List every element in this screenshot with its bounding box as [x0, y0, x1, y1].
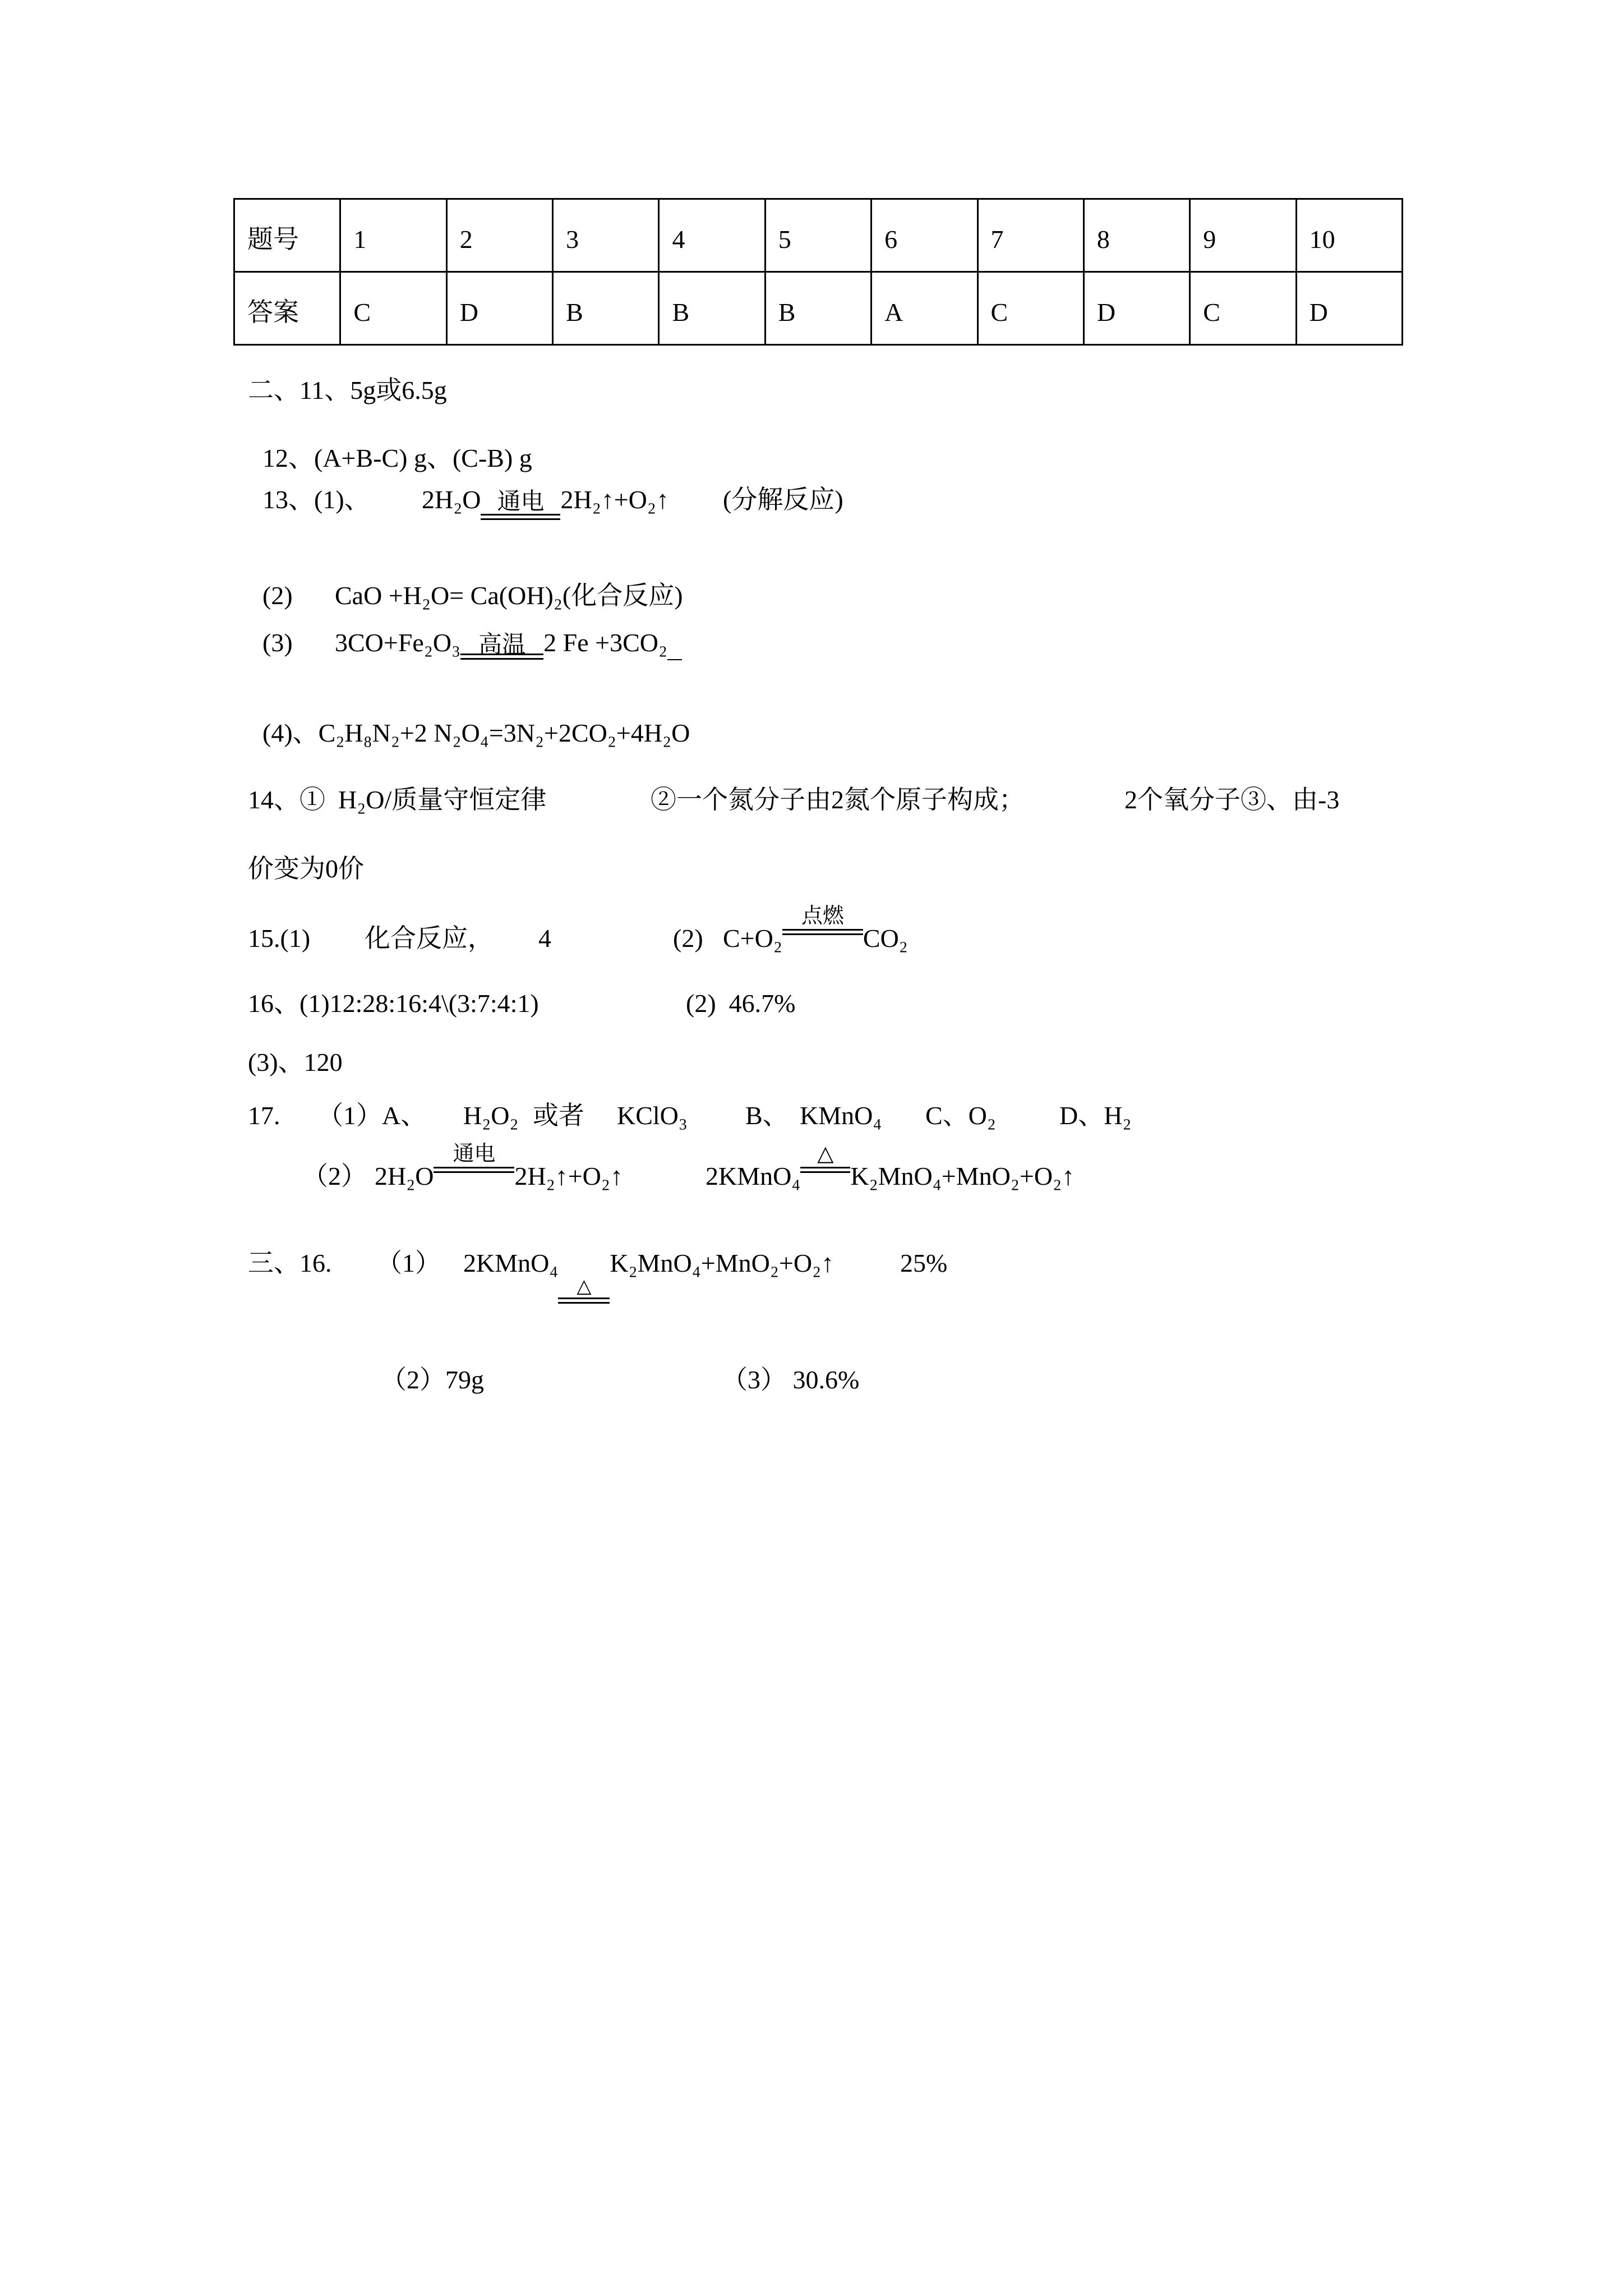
answer-q15-reaction-type: 化合反应，: [365, 924, 494, 953]
equation-products: 2H₂↑+O₂↑: [514, 1162, 623, 1190]
answer-cell: C: [978, 272, 1083, 345]
table-row-answers: [234, 272, 1403, 345]
answer-cell: A: [872, 272, 978, 345]
reaction-equals-sign: [460, 654, 543, 660]
answer-q14-part1: 14、① H₂O/质量守恒定律: [248, 785, 547, 814]
answer-q15-value: 4: [538, 924, 551, 953]
answer-q17-2-label: （2）: [302, 1162, 367, 1190]
question-number-cell: 10: [1296, 199, 1402, 272]
reaction-condition-label: 通电: [497, 489, 545, 515]
answer-cell: B: [553, 272, 659, 345]
answer-q14-part3-cont: 价变为0价: [248, 854, 364, 883]
reaction-type: (分解反应): [723, 485, 843, 514]
equation-permanganate-decomposition: [706, 1142, 1075, 1190]
answer-cell: D: [1296, 272, 1402, 345]
answer-part3-q16-line: [0, 1249, 1623, 1297]
reaction-equals-sign: [558, 1297, 610, 1304]
answer-cell: B: [659, 272, 765, 345]
reaction-condition-label: 高温: [478, 632, 526, 658]
equation-reactants: 2H₂O: [422, 485, 481, 514]
answer-cell: B: [765, 272, 871, 345]
answer-part3-q16-1-label: （1）: [376, 1249, 441, 1277]
answer-cell: C: [1190, 272, 1296, 345]
answer-q16-part2: (2) 46.7%: [686, 989, 796, 1018]
answer-q11-line: [0, 378, 1623, 403]
answer-q14-cont-line: [0, 856, 1623, 882]
question-number-cell: 2: [446, 199, 552, 272]
answer-underline: [667, 630, 682, 660]
answer-q13-2-label: (2): [262, 581, 293, 610]
answer-q13-1-line: [0, 487, 1623, 513]
answer-q16-part3-line: [0, 1050, 1623, 1075]
table-header-answer: 答案: [234, 272, 340, 345]
equation-rocket-fuel: (4)、C₂H₈N₂+2 N₂O₄=3N₂+2CO₂+4H₂O: [262, 719, 690, 747]
reaction-condition-label: 点燃: [801, 904, 844, 928]
equation-products: K₂MnO₄+MnO₂+O₂↑: [610, 1249, 834, 1277]
reaction-equals-sign: [481, 514, 560, 520]
answer-cell: D: [1083, 272, 1189, 345]
equation-reactants: 2KMnO₄: [463, 1249, 559, 1277]
table-row-question-numbers: [234, 199, 1403, 272]
answer-cell: D: [446, 272, 552, 345]
answer-q17-1-label: （1）A、: [317, 1101, 427, 1130]
reaction-equals-sign: [800, 1167, 850, 1173]
equation-products: K₂MnO₄+MnO₂+O₂↑: [850, 1162, 1075, 1190]
answer-q15-label: 15.(1): [248, 924, 311, 953]
question-number-cell: 3: [553, 199, 659, 272]
answer-q12-line: [0, 445, 1623, 471]
answer-q12: 12、(A+B-C) g、(C-B) g: [262, 444, 532, 472]
equation-reactants: 3CO+Fe₂O₃: [335, 628, 461, 657]
answer-q14-line: [0, 787, 1623, 813]
answer-q17-a: H₂O₂: [463, 1101, 519, 1130]
answer-q16-line: [0, 991, 1623, 1016]
answer-q17-or: 或者: [533, 1101, 584, 1130]
answer-q14-part3: 2个氧分子③、由-3: [1124, 785, 1340, 814]
equation-products: 2H₂↑+O₂↑: [560, 485, 669, 514]
equation-water-electrolysis-2: [302, 1142, 623, 1190]
answer-part3-q16-2: （2）79g: [381, 1365, 484, 1394]
answer-q13-3-label: (3): [262, 628, 293, 657]
answer-q17-2-line: [0, 1142, 1623, 1190]
reaction-equals-sign: [434, 1167, 514, 1173]
equation-permanganate-decomposition-2: [463, 1249, 834, 1297]
reaction-condition: [460, 630, 543, 656]
answer-q13-4-line: [0, 720, 1623, 746]
answer-q17-a-alt: KClO₃: [617, 1101, 688, 1130]
reaction-equals-sign: [782, 929, 863, 935]
answer-q17-c: C、O₂: [925, 1101, 996, 1130]
question-number-cell: 6: [872, 199, 978, 272]
equation-reactants: 2H₂O: [375, 1162, 434, 1190]
question-number-cell: 1: [340, 199, 446, 272]
answer-q17-b-label: B、: [745, 1101, 789, 1130]
answer-q17-d: D、H₂: [1059, 1101, 1132, 1130]
question-number-cell: 8: [1083, 199, 1189, 272]
answer-q15-line: [0, 904, 1623, 953]
answer-q13-2-line: [0, 583, 1623, 609]
answer-q16-part3: (3)、120: [248, 1048, 343, 1076]
reaction-condition: [558, 1250, 610, 1297]
equation-lime-water: CaO +H₂O= Ca(OH)₂(化合反应): [335, 581, 683, 610]
answer-part3-q16-label: 三、16.: [248, 1249, 332, 1277]
question-number-cell: 7: [978, 199, 1083, 272]
reaction-condition: [782, 904, 863, 951]
question-number-cell: 9: [1190, 199, 1296, 272]
equation-water-electrolysis: [422, 487, 669, 513]
reaction-condition: [481, 487, 560, 513]
table-header-question-number: 题号: [234, 199, 340, 272]
answer-q17-1-line: [0, 1103, 1623, 1129]
reaction-condition: [800, 1142, 850, 1189]
answer-q17-b: KMnO₄: [800, 1101, 882, 1130]
answer-q13-3-line: [0, 630, 1623, 656]
answer-q16-part1: 16、(1)12:28:16:4\(3:7:4:1): [248, 989, 539, 1018]
answer-part3-q16-1-value: 25%: [900, 1249, 948, 1277]
equation-reactants: C+O₂: [723, 924, 782, 953]
answer-part3-q16-2-line: [0, 1367, 1623, 1393]
reaction-condition: [434, 1142, 514, 1189]
equation-carbon-combustion: [723, 904, 908, 953]
answer-q11: 二、11、5g或6.5g: [248, 376, 447, 404]
question-number-cell: 5: [765, 199, 871, 272]
answer-q15-2-label: (2): [673, 924, 703, 953]
heating-triangle-icon: △: [817, 1142, 834, 1166]
answer-q17-label: 17.: [248, 1101, 280, 1130]
reaction-condition-label: 通电: [453, 1142, 496, 1166]
question-number-cell: 4: [659, 199, 765, 272]
answer-table: [233, 198, 1403, 346]
equation-iron-smelting: [335, 630, 682, 660]
equation-products: CO₂: [863, 924, 908, 953]
equation-products: 2 Fe +3CO₂: [543, 628, 668, 657]
answer-q14-part2: ②一个氮分子由2氮个原子构成；: [651, 785, 1025, 814]
equation-reactants: 2KMnO₄: [706, 1162, 801, 1190]
answer-cell: C: [340, 272, 446, 345]
answer-part3-q16-3: （3） 30.6%: [722, 1365, 860, 1394]
answer-q13-1-label: 13、(1)、: [262, 485, 370, 514]
heating-triangle-icon: △: [577, 1276, 592, 1297]
